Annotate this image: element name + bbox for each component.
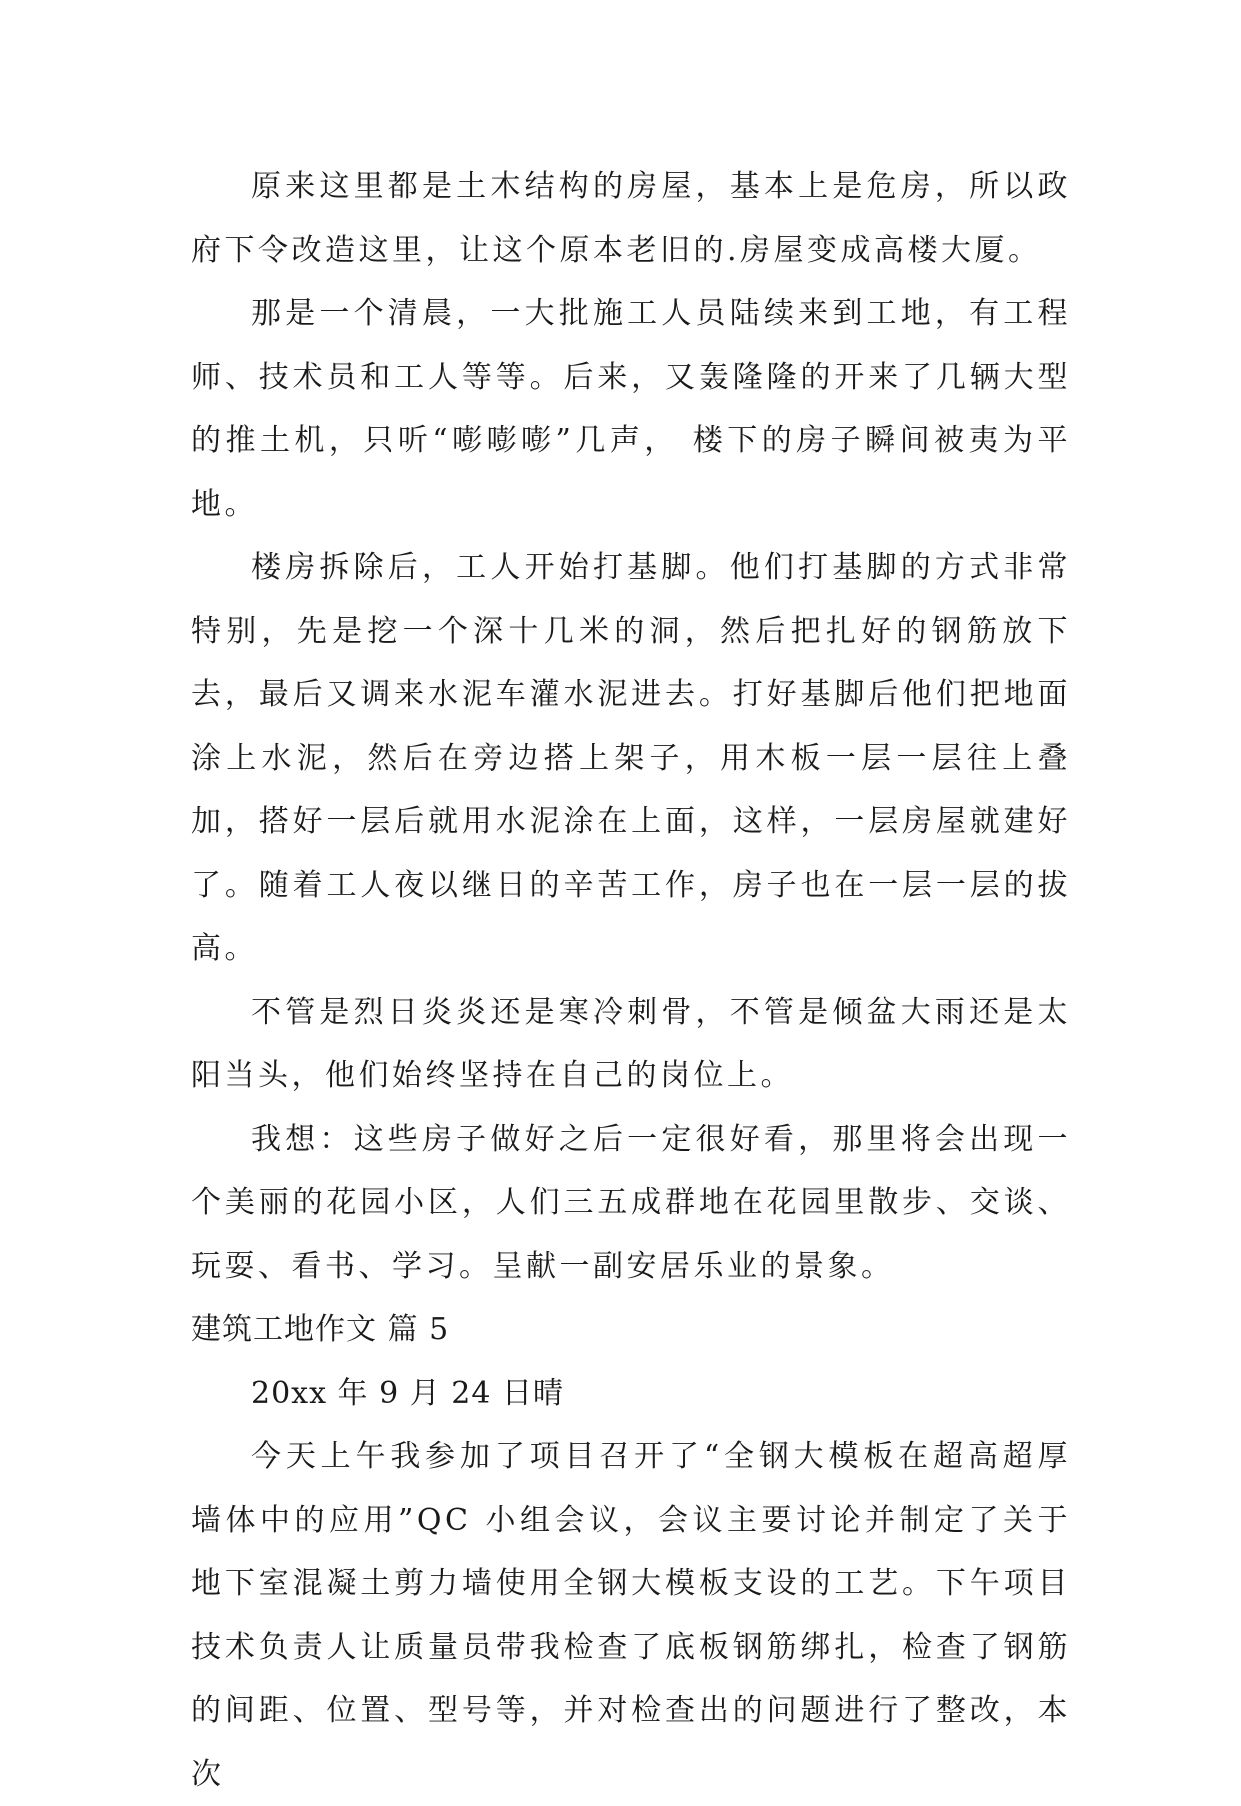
document-body xyxy=(191,155,1071,1806)
paragraph-4: 不管是烈日炎炎还是寒冷刺骨，不管是倾盆大雨还是太阳当头，他们始终坚持在自己的岗位上。 xyxy=(191,994,1071,1093)
paragraph-5: 我想：这些房子做好之后一定很好看，那里将会出现一个美丽的花园小区，人们三五成群地在花园里散步、交谈、玩耍、看书、学习。呈献一副安居乐业的景象。 xyxy=(191,1121,1071,1284)
paragraph-1: 原来这里都是土木结构的房屋，基本上是危房，所以政府下令改造这里，让这个原本老旧的.房屋变成高楼大厦。 xyxy=(191,169,1071,268)
section-paragraph-1: 今天上午我参加了项目召开了“全钢大模板在超高超厚墙体中的应用”QC 小组会议，会议主要讨论并制定了关于地下室混凝土剪力墙使用全钢大模板支设的工艺。下午项目技术负责人让质量员带我检查了底板钢筋绑扎，检查了钢筋的间距、位置、型号等，并对检查出的问题进行了整改，本次 xyxy=(191,1439,1071,1792)
section-heading: 建筑工地作文 篇 5 xyxy=(191,1312,450,1347)
diary-date: 20xx 年 9 月 24 日晴 xyxy=(251,1375,564,1411)
paragraph-2: 那是一个清晨，一大批施工人员陆续来到工地，有工程师、技术员和工人等等。后来，又轰隆隆的开来了几辆大型的推土机，只听“嘭嘭嘭”几声， 楼下的房子瞬间被夷为平地。 xyxy=(191,296,1071,522)
paragraph-3: 楼房拆除后，工人开始打基脚。他们打基脚的方式非常特别，先是挖一个深十几米的洞，然后把扎好的钢筋放下去，最后又调来水泥车灌水泥进去。打好基脚后他们把地面涂上水泥，然后在旁边搭上架子，用木板一层一层往上叠加，搭好一层后就用水泥涂在上面，这样，一层房屋就建好了。随着工人夜以继日的辛苦工作，房子也在一层一层的拔高。 xyxy=(191,550,1071,966)
